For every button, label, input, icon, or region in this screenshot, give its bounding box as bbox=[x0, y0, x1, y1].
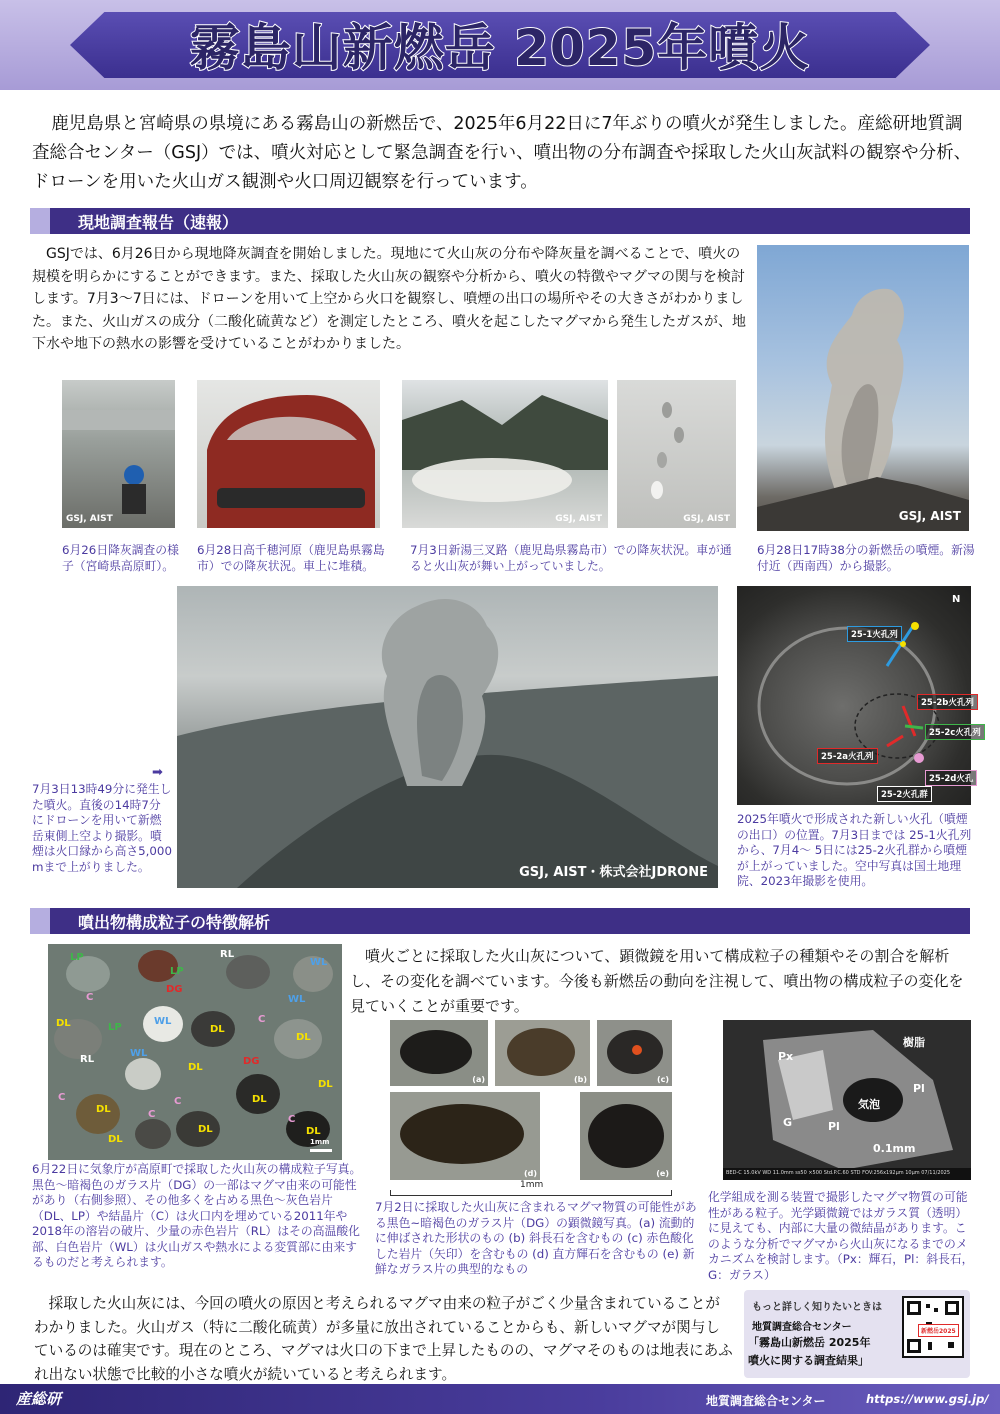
grain-label: DL bbox=[198, 1124, 213, 1135]
intro-paragraph: 鹿児島県と宮崎県の県境にある霧島山の新燃岳で、2025年6月22日に7年ぶりの噴火が発生しました。産総研地質調査総合センター（GSJ）では、噴火対応として緊急調査を行い、噴出物の分布調査や採取した火山灰試料の観察や分析、ドローンを用いた火山ガス観測や火口周辺観察を行っています。 bbox=[32, 114, 972, 192]
sem-illustration bbox=[723, 1020, 971, 1180]
sem-footer: BED-C 15.0kV WD 11.0mm ss50 ×500 Std.P.C.60 STD FOV:256x192μm 10μm 07/11/2025 bbox=[726, 1170, 951, 1176]
caption-vent-map: 2025年噴火で形成された新しい火孔（噴煙の出口）の位置。7月3日までは 25-1火孔列から、7月4〜 5日には25-2火孔群から噴煙が上がっていました。空中写真は国土地理院、2023年撮影を使用。 bbox=[737, 812, 972, 888]
gsj-url-link[interactable]: https://www.gsj.jp/ bbox=[866, 1392, 989, 1406]
grain-label: DL bbox=[96, 1104, 111, 1115]
photo-credit: GSJ, AIST・株式会社JDRONE bbox=[519, 865, 708, 880]
vent-map bbox=[737, 586, 981, 805]
sem-label: G bbox=[783, 1116, 793, 1129]
grain-label: C bbox=[174, 1096, 182, 1107]
photo-credit: GSJ, AIST bbox=[683, 514, 730, 524]
road-illustration bbox=[402, 380, 608, 528]
micro-e-illustration bbox=[580, 1092, 672, 1180]
arrow-right-icon: ➡ bbox=[152, 765, 163, 780]
caption-micro: 7月2日に採取した火山灰に含まれるマグマ物質の可能性がある黒色~暗褐色のガラス片（DG）の顕微鏡写真。(a) 流動的に伸ばされた形状のもの (b) 斜長石を含むもの (c) 赤色酸化した岩片（矢印）を含むもの (d) 直方輝石を含むもの (e) 新鮮なガラス片の典型的なもの bbox=[375, 1200, 697, 1276]
grain-label: WL bbox=[130, 1048, 148, 1059]
more-info-box bbox=[744, 1290, 970, 1378]
grain-label: DL bbox=[108, 1134, 123, 1145]
micro-d-illustration bbox=[390, 1092, 540, 1180]
north-indicator: N bbox=[952, 594, 961, 605]
photo-drone-eruption bbox=[177, 586, 718, 888]
grain-label: LP bbox=[70, 952, 84, 963]
micro-scale-bar bbox=[390, 1190, 672, 1196]
micro-label: (b) bbox=[573, 1075, 587, 1084]
more-info-lead: もっと詳しく知りたいときは bbox=[752, 1302, 882, 1313]
section-heading-field-report bbox=[30, 208, 970, 234]
caption-sem: 化学組成を測る装置で撮影したマグマ物質の可能性がある粒子。光学顕微鏡ではガラス質（透明）に見えても、内部に大量の微結晶があります。このような分析でマグマから火山灰になるまでのメカニズムを検討します。（Px：輝石，Pl：斜長石，G：ガラス） bbox=[708, 1190, 974, 1282]
more-info-link-line3[interactable]: 噴火に関する調査結果」 bbox=[748, 1354, 869, 1367]
grain-label: C bbox=[86, 992, 94, 1003]
grain-label: DL bbox=[56, 1018, 71, 1029]
qr-tag: 新燃岳2025 bbox=[918, 1324, 959, 1337]
grain-label: LP bbox=[170, 966, 184, 977]
sem-scale-label: 0.1mm bbox=[873, 1142, 916, 1155]
grain-label: RL bbox=[220, 949, 235, 960]
vent-label-25-2d: 25-2d火孔 bbox=[925, 770, 977, 786]
grain-label: LP bbox=[108, 1022, 122, 1033]
title-banner bbox=[0, 0, 1000, 90]
vent-label-25-2a: 25-2a火孔列 bbox=[817, 748, 878, 764]
grain-label: DL bbox=[306, 1126, 321, 1137]
vent-label-25-2b: 25-2b火孔列 bbox=[917, 694, 978, 710]
photo-credit: GSJ, AIST bbox=[555, 514, 602, 524]
caption-car: 6月28日高千穂河原（鹿児島県霧島市）での降灰状況。車上に堆積。 bbox=[197, 543, 385, 573]
grain-label: C bbox=[288, 1114, 296, 1125]
grain-label: DL bbox=[296, 1032, 311, 1043]
more-info-link-line1[interactable]: 地質調査総合センター bbox=[752, 1322, 852, 1333]
caption-drone: 7月3日13時49分に発生した噴火。直後の14時7分にドローンを用いて新燃岳東側上空より撮影。噴煙は火口縁から高さ5,000 mまで上がりました。 bbox=[32, 782, 172, 874]
photo-plume-june28 bbox=[757, 245, 969, 531]
footer-bar bbox=[0, 1384, 1000, 1414]
vent-label-25-1: 25-1火孔列 bbox=[847, 626, 902, 642]
grain-label: WL bbox=[154, 1016, 172, 1027]
micro-scale-label: 1mm bbox=[520, 1180, 544, 1190]
conclusion-paragraph: 採取した火山灰には、今回の噴火の原因と考えられるマグマ由来の粒子がごく少量含まれていることがわかりました。火山ガス（特に二酸化硫黄）が多量に放出されていることからも、新しいマグマが関与しているのは確実です。現在のところ、マグマは火口の下まで上昇したものの、マグマそのものは地表にあふれ出ない状態で比較的小さな噴火が続いていると考えられます。 bbox=[34, 1295, 733, 1383]
grain-label: C bbox=[58, 1092, 66, 1103]
survey-illustration bbox=[62, 380, 175, 528]
sem-label: Pl bbox=[828, 1120, 840, 1133]
grain-label: DL bbox=[252, 1094, 267, 1105]
gsj-label: 地質調査総合センター bbox=[706, 1394, 826, 1408]
caption-road: 7月3日新湯三叉路（鹿児島県霧島市）での降灰状況。車が通ると火山灰が舞い上がっていました。 bbox=[410, 543, 732, 573]
sem-label: 樹脂 bbox=[903, 1036, 925, 1049]
grain-label: DG bbox=[166, 984, 183, 995]
grains-illustration bbox=[48, 944, 342, 1160]
micro-photo-e bbox=[580, 1092, 672, 1180]
footprints-illustration bbox=[617, 380, 736, 528]
grain-label: RL bbox=[80, 1054, 95, 1065]
caption-survey: 6月26日降灰調査の様子（宮崎県高原町）。 bbox=[62, 543, 179, 573]
sem-image bbox=[723, 1020, 971, 1180]
sem-label: Pl bbox=[913, 1082, 925, 1095]
micro-label: (e) bbox=[656, 1169, 669, 1178]
grain-label: WL bbox=[310, 957, 328, 968]
photo-survey-takaharu bbox=[62, 380, 175, 528]
micro-photo-b bbox=[495, 1020, 590, 1086]
drone-eruption-illustration bbox=[177, 586, 718, 888]
photo-credit: GSJ, AIST bbox=[66, 514, 113, 524]
field-report-body: GSJでは、6月26日から現地降灰調査を開始しました。現地にて火山灰の分布や降灰量を調べることで、噴火の規模を明らかにすることができます。また、採取した火山灰の観察や分析から、噴火の特徴やマグマの関与を検討します。7月3〜7日には、ドローンを用いて上空から火口を観察し、噴煙の出口の場所やその大きさがわかりました。また、火山ガスの成分（二酸化硫黄など）を測定したところ、噴火を起こしたマグマから発生したガスが、地下水や地下の熱水の影響を受けていることがわかりました。 bbox=[32, 246, 746, 352]
grain-scale-label: 1mm bbox=[310, 1138, 330, 1146]
grain-label: DL bbox=[188, 1062, 203, 1073]
grain-label: C bbox=[258, 1014, 266, 1025]
grain-label: WL bbox=[288, 994, 306, 1005]
micro-photo-a bbox=[390, 1020, 488, 1086]
page-title: 霧島山新燃岳 2025年噴火 bbox=[189, 19, 811, 77]
grain-label: DL bbox=[210, 1024, 225, 1035]
photo-ash-grains bbox=[48, 944, 342, 1160]
more-info-link-line2[interactable]: 「霧島山新燃岳 2025年 bbox=[748, 1336, 871, 1349]
micro-label: (a) bbox=[472, 1075, 485, 1084]
micro-label: (d) bbox=[523, 1169, 537, 1178]
vent-label-25-2c: 25-2c火孔列 bbox=[925, 724, 985, 740]
particle-analysis-body: 噴火ごとに採取した火山灰について、顕微鏡を用いて構成粒子の種類やその割合を解析し、その変化を調べています。今後も新燃岳の動向を注視して、噴出物の構成粒子の変化を見ていくことが重要です。 bbox=[350, 947, 964, 1015]
sem-label: Px bbox=[778, 1050, 794, 1063]
aist-logo: 産総研 bbox=[16, 1390, 62, 1408]
photo-credit: GSJ, AIST bbox=[898, 509, 961, 523]
vent-label-25-2-group: 25-2火孔群 bbox=[877, 786, 932, 802]
caption-plume: 6月28日17時38分の新燃岳の噴煙。新湯付近（西南西）から撮影。 bbox=[757, 543, 975, 573]
photo-car-ash bbox=[197, 380, 380, 528]
caption-grains: 6月22日に気象庁が高原町で採取した火山灰の構成粒子写真。黒色〜暗褐色のガラス片（DG）の一部はマグマ由来の可能性があり（右側参照）、その他多くを占める黒色〜灰色岩片（DL、LP）や結晶片（C）は火口内を埋めている2011年や2018年の溶岩の破片、少量の赤色岩片（RL）はその高温酸化部、白色岩片（WL）は火山ガスや熱水による変質部に由来するものだと考えられます。 bbox=[32, 1162, 362, 1269]
photo-footprints-ash bbox=[617, 380, 736, 528]
grain-label: DG bbox=[243, 1056, 260, 1067]
micro-photo-c bbox=[597, 1020, 672, 1086]
car-illustration bbox=[197, 380, 380, 528]
section-heading-label: 現地調査報告（速報） bbox=[78, 213, 239, 232]
section-heading-label: 噴出物構成粒子の特徴解析 bbox=[78, 913, 271, 932]
plume-illustration bbox=[757, 245, 969, 531]
grain-label: DL bbox=[318, 1079, 333, 1090]
photo-road-ash bbox=[402, 380, 608, 528]
sem-label: 気泡 bbox=[858, 1098, 880, 1111]
section-heading-particle-analysis bbox=[30, 908, 970, 934]
micro-photo-d bbox=[390, 1092, 540, 1180]
grain-label: C bbox=[148, 1109, 156, 1120]
micro-label: (c) bbox=[656, 1075, 669, 1084]
